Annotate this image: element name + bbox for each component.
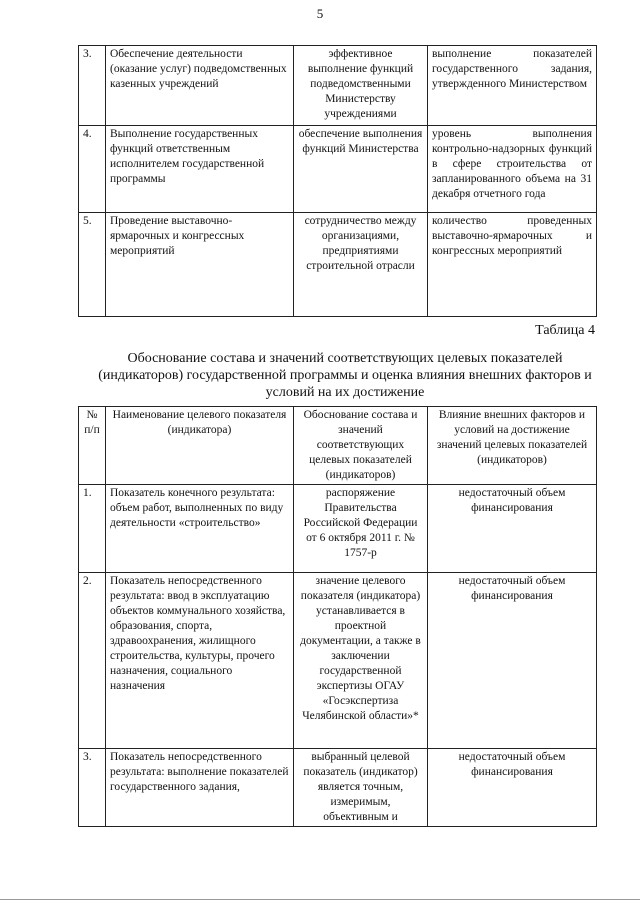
- header-influence: Влияние внешних факторов и условий на достижение значений целевых показателей (индикаторов): [428, 407, 597, 485]
- indicator-name: Показатель непосредственного результата: ввод в эксплуатацию объектов коммунального хозяйства, образования, спорта, здравоохранения, жилищного строительства, культуры, прочего назначения, социального назначения: [106, 573, 294, 749]
- event-name: Выполнение государственных функций ответственным исполнителем государственной программы: [106, 126, 294, 213]
- row-number: 1.: [79, 485, 106, 573]
- indicator-link: выполнение показателей государственного задания, утвержденного Министерством: [428, 46, 597, 126]
- indicator-basis: распоряжение Правительства Российской Федерации от 6 октября 2011 г. № 1757-р: [294, 485, 428, 573]
- page-bottom-edge: [0, 899, 640, 900]
- expected-result: сотрудничество между организациями, предприятиями строительной отрасли: [294, 213, 428, 317]
- table-row: [79, 749, 597, 827]
- indicator-influence: недостаточный объем финансирования: [428, 573, 597, 749]
- row-number: 5.: [79, 213, 106, 317]
- table-title: Обоснование состава и значений соответствующих целевых показателей (индикаторов) государственной программы и оценка влияния внешних факторов и условий на их достижение: [98, 351, 592, 400]
- event-name: Проведение выставочно-ярмарочных и конгрессных мероприятий: [106, 213, 294, 317]
- indicator-basis: значение целевого показателя (индикатора) устанавливается в проектной документации, а также в заключении государственной экспертизы ОГАУ «Госэкспертиза Челябинской области»*: [294, 573, 428, 749]
- row-number: 2.: [79, 573, 106, 749]
- page-number: 5: [316, 6, 324, 21]
- events-table: [78, 45, 597, 317]
- table-row: [79, 213, 597, 317]
- table-caption: Таблица 4: [535, 323, 595, 338]
- expected-result: эффективное выполнение функций подведомственными Министерству учреждениями: [294, 46, 428, 126]
- header-basis: Обоснование состава и значений соответствующих целевых показателей (индикаторов): [294, 407, 428, 485]
- indicator-link: уровень выполнения контрольно-надзорных функций в сфере строительства от запланированного объема на 31 декабря отчетного года: [428, 126, 597, 213]
- header-num: № п/п: [79, 407, 106, 485]
- indicator-name: Показатель конечного результата: объем работ, выполненных по виду деятельности «строительство»: [106, 485, 294, 573]
- expected-result: обеспечение выполнения функций Министерства: [294, 126, 428, 213]
- table-row: [79, 126, 597, 213]
- row-number: 4.: [79, 126, 106, 213]
- table-row: [79, 573, 597, 749]
- row-number: 3.: [79, 46, 106, 126]
- table-header-row: [79, 407, 597, 485]
- indicator-name: Показатель непосредственного результата: выполнение показателей государственного задания,: [106, 749, 294, 827]
- indicator-link: количество проведенных выставочно-ярмарочных и конгрессных мероприятий: [428, 213, 597, 317]
- indicator-basis: выбранный целевой показатель (индикатор) является точным, измеримым, объективным и: [294, 749, 428, 827]
- indicator-influence: недостаточный объем финансирования: [428, 749, 597, 827]
- table-row: [79, 485, 597, 573]
- indicator-influence: недостаточный объем финансирования: [428, 485, 597, 573]
- indicators-table: [78, 406, 597, 827]
- table-row: [79, 46, 597, 126]
- header-name: Наименование целевого показателя (индикатора): [106, 407, 294, 485]
- event-name: Обеспечение деятельности (оказание услуг) подведомственных казенных учреждений: [106, 46, 294, 126]
- row-number: 3.: [79, 749, 106, 827]
